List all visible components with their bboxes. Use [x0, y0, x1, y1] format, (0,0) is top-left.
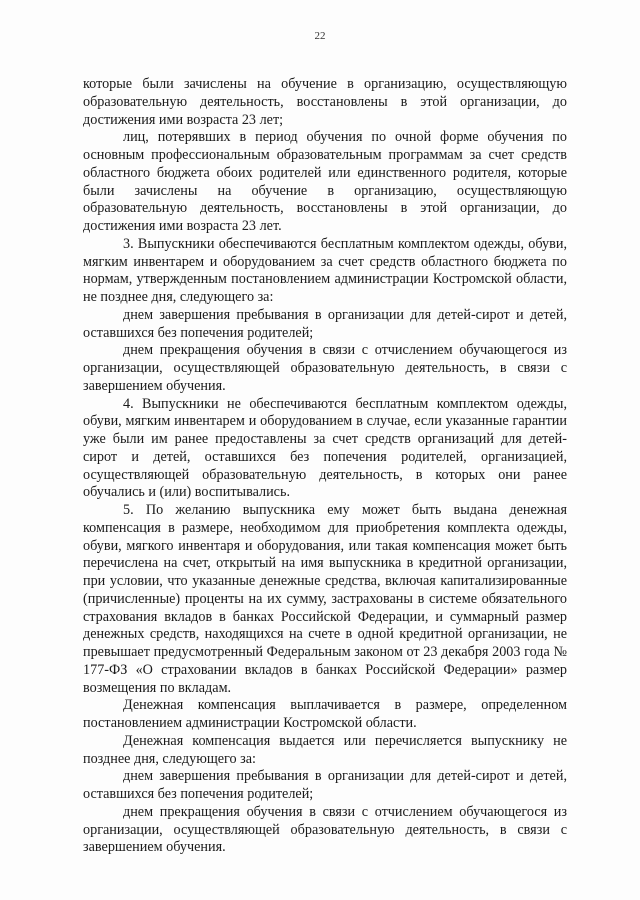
page-number: 22 — [314, 30, 326, 42]
paragraph: днем прекращения обучения в связи с отчислением обучающегося из организации, осуществляющей образовательную деятельность, в связи с завершением обучения. — [83, 803, 567, 856]
document-body — [83, 76, 567, 857]
paragraph: днем завершения пребывания в организации для детей-сирот и детей, оставшихся без попечения родителей; — [83, 768, 567, 802]
paragraph: лиц, потерявших в период обучения по очной форме обучения по основным профессиональным образовательным программам за счет средств областного бюджета обоих родителей или единственного родителя, которые были зачислены на обучение в организацию, осуществляющую образовательную деятельность, восстановлены в этой организации, до достижения ими возраста 23 лет. — [83, 129, 567, 234]
paragraph: 5. По желанию выпускника ему может быть выдана денежная компенсация в размере, необходимом для приобретения комплекта одежды, обуви, мягкого инвентаря и оборудования, или такая компенсация может быть перечислена на счет, открытый на имя выпускника в кредитной организации, при условии, что указанные денежные средства, включая капитализированные (причисленные) проценты на их сумму, застрахованы в системе обязательного страхования вкладов в банках Российской Федерации, и суммарный размер денежных средств, находящихся на счете в одной кредитной организации, не превышает предусмотренный Федеральным законом от 23 декабря 2003 года № 177-ФЗ «О страховании вкладов в банках Российской Федерации» размер возмещения по вкладам. — [83, 502, 567, 696]
paragraph: Денежная компенсация выплачивается в размере, определенном постановлением администрации Костромской области. — [83, 697, 567, 731]
paragraph: 3. Выпускники обеспечиваются бесплатным комплектом одежды, обуви, мягким инвентарем и оборудованием за счет средств областного бюджета по нормам, утвержденным постановлением администрации Костромской области, не позднее дня, следующего за: — [83, 235, 567, 305]
paragraph: днем прекращения обучения в связи с отчислением обучающегося из организации, осуществляющей образовательную деятельность, в связи с завершением обучения. — [83, 342, 567, 394]
paragraph: 4. Выпускники не обеспечиваются бесплатным комплектом одежды, обуви, мягким инвентарем и оборудованием в случае, если указанные гарантии уже были им ранее предоставлены за счет средств организаций для детей-сирот и детей, оставшихся без попечения родителей, организацией, осуществляющей образовательную деятельность, в которых они ранее обучались и (или) воспитывались. — [83, 395, 567, 501]
paragraph: Денежная компенсация выдается или перечисляется выпускнику не позднее дня, следующего за: — [83, 732, 567, 767]
paragraph: днем завершения пребывания в организации для детей-сирот и детей, оставшихся без попечения родителей; — [83, 306, 567, 341]
paragraph: которые были зачислены на обучение в организацию, осуществляющую образовательную деятельность, восстановлены в этой организации, до достижения ими возраста 23 лет; — [83, 76, 567, 128]
